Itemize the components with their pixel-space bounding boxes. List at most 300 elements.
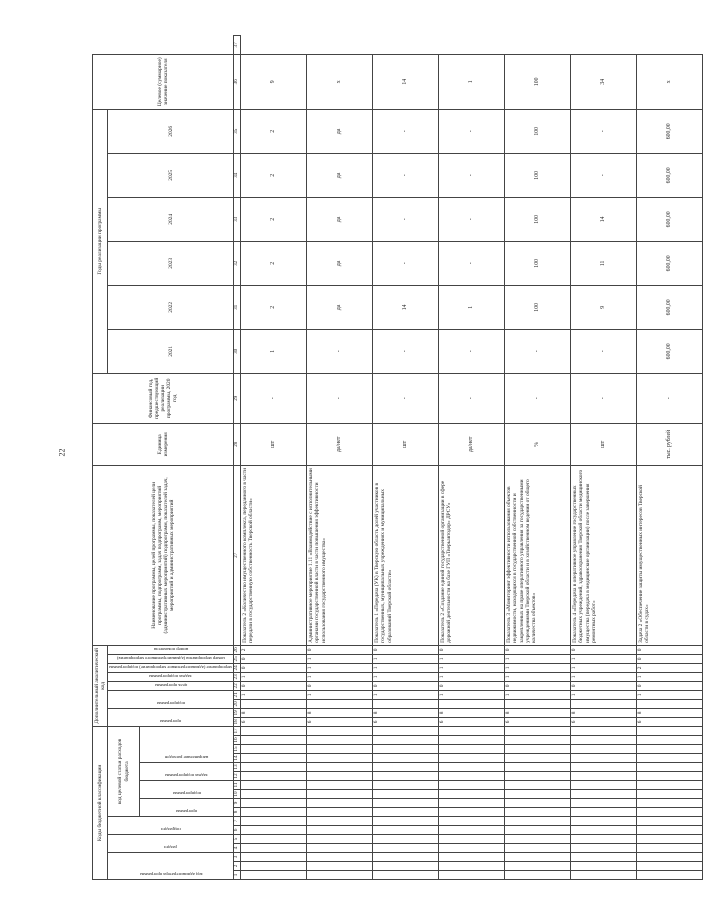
d-program-header-text: программа xyxy=(160,718,182,724)
year-value-2022: 9 xyxy=(571,285,637,329)
code-digit xyxy=(505,826,571,835)
column-number: 22 xyxy=(233,683,240,689)
code-digit: 1 xyxy=(637,672,703,681)
code-digit xyxy=(439,871,505,880)
target-value: х xyxy=(637,54,703,109)
column-number: 35 xyxy=(234,109,241,153)
code-digit xyxy=(571,799,637,808)
column-number: 37 xyxy=(234,36,241,55)
code-digit: 1 xyxy=(241,690,307,699)
column-number: 36 xyxy=(234,54,241,109)
name-column-header: Наименование программы, целей программы, показателей цели программы, подпрограмм, задач подпрограмм, мероприятий (административных мероприятий) подпрограмм, показателей задач, мероприятий и административных мероприятий xyxy=(93,465,234,645)
code-digit xyxy=(637,844,703,853)
code-digit xyxy=(373,726,439,735)
code-digit xyxy=(439,844,505,853)
code-digit xyxy=(637,790,703,799)
code-digit xyxy=(241,790,307,799)
indicator-unit: тыс. рублей xyxy=(637,423,703,465)
years-group-header: Годы реализации программы xyxy=(93,109,108,373)
column-number: 19 xyxy=(233,710,240,716)
column-number: 6 xyxy=(234,826,241,835)
year-header-2021: 2021 xyxy=(108,329,234,373)
code-digit: 0 xyxy=(439,645,505,654)
year-value-2025: 100 xyxy=(505,153,571,197)
code-digit: 0 xyxy=(241,654,307,663)
column-number: 33 xyxy=(234,197,241,241)
indicator-unit: да/нет xyxy=(439,423,505,465)
code-digit: 1 xyxy=(571,654,637,663)
code-digit xyxy=(439,772,505,781)
base-year-value: - xyxy=(373,373,439,423)
code-digit: 6 xyxy=(637,717,703,726)
year-value-2021: - xyxy=(505,329,571,373)
code-digit xyxy=(571,745,637,754)
code-digit xyxy=(241,772,307,781)
code-digit xyxy=(571,817,637,826)
year-value-2025: 600,00 xyxy=(637,153,703,197)
code-digit xyxy=(373,808,439,817)
code-digit: 1 xyxy=(439,672,505,681)
code-digit xyxy=(505,808,571,817)
column-number: 31 xyxy=(234,285,241,329)
code-digit xyxy=(307,763,373,772)
column-number: 34 xyxy=(234,153,241,197)
code-digit xyxy=(241,835,307,844)
year-value-2023: 100 xyxy=(505,241,571,285)
subprogram-header-text: подпрограмма xyxy=(172,791,201,796)
column-number: 15 xyxy=(233,746,240,752)
code-digit xyxy=(637,754,703,763)
code-digit xyxy=(637,817,703,826)
code-digit xyxy=(373,763,439,772)
code-digit xyxy=(439,754,505,763)
code-digit xyxy=(637,862,703,871)
column-number: 11 xyxy=(233,782,240,788)
code-digit xyxy=(637,763,703,772)
code-digit xyxy=(439,799,505,808)
year-value-2024: - xyxy=(373,197,439,241)
column-number: 8 xyxy=(234,808,241,817)
code-digit xyxy=(241,736,307,745)
indicator-name: Задача 2 «Обеспечение защиты имущественных интересов Тверской области в судах» xyxy=(637,465,703,645)
code-digit xyxy=(373,799,439,808)
year-value-2021: - xyxy=(373,329,439,373)
code-digit: 1 xyxy=(571,690,637,699)
code-digit: 6 xyxy=(505,717,571,726)
year-value-2024: 2 xyxy=(241,197,307,241)
year-value-2024: 600,00 xyxy=(637,197,703,241)
code-digit xyxy=(307,808,373,817)
code-digit xyxy=(439,853,505,862)
code-digit xyxy=(637,826,703,835)
code-digit xyxy=(505,763,571,772)
code-digit xyxy=(505,835,571,844)
d-activity-no-header xyxy=(108,654,234,663)
year-value-2026: - xyxy=(571,109,637,153)
code-digit: 1 xyxy=(241,672,307,681)
code-digit xyxy=(439,835,505,844)
code-digit: 8 xyxy=(439,708,505,717)
year-value-2021: - xyxy=(307,329,373,373)
program-header-text: программа xyxy=(176,809,198,814)
code-digit xyxy=(307,726,373,735)
admin-code-header xyxy=(108,853,234,880)
indicator-name: Показатель 2 «Количество имущественного комплекса, переданного в части передачи в государственную собственность Тверской области» xyxy=(241,465,307,645)
year-value-2024: да xyxy=(307,197,373,241)
code-digit: 0 xyxy=(571,681,637,690)
code-digit xyxy=(571,726,637,735)
year-value-2021: 600,00 xyxy=(637,329,703,373)
code-digit xyxy=(505,790,571,799)
code-digit: 1 xyxy=(439,663,505,672)
code-digit: 8 xyxy=(637,708,703,717)
year-value-2023: - xyxy=(439,241,505,285)
d-indicator-header-text: номер показателя xyxy=(153,646,188,652)
year-value-2022: 1 xyxy=(439,285,505,329)
indicator-unit: шт xyxy=(571,423,637,465)
year-value-2025: да xyxy=(307,153,373,197)
code-digit xyxy=(307,817,373,826)
column-number: 32 xyxy=(234,241,241,285)
admin-code-header-text: код администратора программы xyxy=(139,872,203,877)
d-activity-header-text: мероприятие (административное мероприятие) подпрограммы xyxy=(109,664,233,670)
code-digit xyxy=(307,871,373,880)
column-number: 10 xyxy=(233,791,240,797)
code-digit xyxy=(637,871,703,880)
code-digit: 0 xyxy=(637,681,703,690)
code-digit xyxy=(571,844,637,853)
code-digit xyxy=(571,699,637,708)
indicator-name: Показатель 4 «Передача в оперативное управление государственных бюджетных учреждений, здравоохранения Тверской области медицинского имущества (передача в медицинские организации) после завершения ремонтных работ» xyxy=(571,465,637,645)
table-row xyxy=(571,36,637,880)
year-value-2021: - xyxy=(571,329,637,373)
activity-direction-header xyxy=(139,726,233,762)
code-digit xyxy=(241,871,307,880)
code-digit: 1 xyxy=(307,690,373,699)
code-digit xyxy=(637,772,703,781)
column-number: 18 xyxy=(233,719,240,725)
year-value-2026: - xyxy=(439,109,505,153)
code-digit xyxy=(241,745,307,754)
column-number: 3 xyxy=(234,853,241,862)
code-digit xyxy=(505,772,571,781)
year-value-2025: 2 xyxy=(241,153,307,197)
base-year-value: - xyxy=(571,373,637,423)
code-digit: 0 xyxy=(571,645,637,654)
indicator-unit: шт xyxy=(241,423,307,465)
code-digit: 0 xyxy=(373,645,439,654)
column-number: 24 xyxy=(233,665,240,671)
code-digit: 1 xyxy=(505,672,571,681)
code-digit xyxy=(505,799,571,808)
indicator-unit: % xyxy=(505,423,571,465)
code-digit xyxy=(505,871,571,880)
column-number: 5 xyxy=(234,835,241,844)
column-number: 9 xyxy=(234,799,241,808)
year-value-2022: 2 xyxy=(241,285,307,329)
table-row xyxy=(637,36,703,880)
code-digit: 0 xyxy=(307,645,373,654)
column-number: 23 xyxy=(233,674,240,680)
code-digit xyxy=(637,699,703,708)
year-value-2023: да xyxy=(307,241,373,285)
code-digit xyxy=(439,781,505,790)
base-year-value: - xyxy=(637,373,703,423)
code-digit xyxy=(505,699,571,708)
column-numbers-row xyxy=(234,36,241,880)
code-digit xyxy=(241,763,307,772)
code-digit xyxy=(373,853,439,862)
year-value-2026: 600,00 xyxy=(637,109,703,153)
base-year-header: Финансовый год, предшествующий реализации программы, 2020 год xyxy=(93,373,234,423)
code-digit xyxy=(571,862,637,871)
code-digit xyxy=(307,853,373,862)
column-number: 29 xyxy=(234,373,241,423)
code-digit: 8 xyxy=(241,708,307,717)
year-value-2026: да xyxy=(307,109,373,153)
code-digit: 1 xyxy=(373,672,439,681)
code-digit: 0 xyxy=(241,681,307,690)
column-number: 14 xyxy=(233,755,240,761)
code-digit xyxy=(439,862,505,871)
target-value: 14 xyxy=(373,54,439,109)
column-number: 7 xyxy=(234,817,241,826)
code-digit xyxy=(241,799,307,808)
code-digit: 2 xyxy=(241,645,307,654)
year-value-2023: 11 xyxy=(571,241,637,285)
code-digit xyxy=(571,835,637,844)
d-subprogram-task-header-text: задача подпрограммы xyxy=(149,673,193,679)
target-header: Целевое (суммарное) значение показателя xyxy=(93,54,234,109)
d-activity-header xyxy=(108,663,234,672)
year-value-2022: да xyxy=(307,285,373,329)
year-value-2026: - xyxy=(373,109,439,153)
code-digit: 1 xyxy=(637,690,703,699)
year-value-2024: - xyxy=(439,197,505,241)
code-digit: 1 xyxy=(307,654,373,663)
code-digit xyxy=(637,736,703,745)
column-number: 4 xyxy=(234,844,241,853)
code-digit xyxy=(439,745,505,754)
code-digit xyxy=(373,772,439,781)
d-program-goal-header-text: цель программы xyxy=(154,682,187,688)
year-value-2022: 100 xyxy=(505,285,571,329)
year-value-2022: 14 xyxy=(373,285,439,329)
d-program-goal-header xyxy=(108,681,234,690)
target-article-header: код целевой статьи расходов бюджета xyxy=(108,726,139,816)
code-digit xyxy=(439,726,505,735)
code-digit xyxy=(307,790,373,799)
target-value: 100 xyxy=(505,54,571,109)
code-digit: 0 xyxy=(505,645,571,654)
column-number: 27 xyxy=(234,465,241,645)
target-value: 1 xyxy=(439,54,505,109)
table-row xyxy=(373,36,439,880)
d-subprogram-task-header xyxy=(108,672,234,681)
code-digit xyxy=(241,754,307,763)
d-indicator-header xyxy=(108,645,234,654)
target-value: х xyxy=(307,54,373,109)
code-digit xyxy=(505,817,571,826)
code-digit xyxy=(307,772,373,781)
code-digit xyxy=(307,699,373,708)
code-digit xyxy=(439,826,505,835)
code-digit: 1 xyxy=(373,690,439,699)
code-digit xyxy=(241,862,307,871)
column-number: 25 xyxy=(233,656,240,662)
d-subprogram-header xyxy=(108,690,234,708)
year-value-2025: - xyxy=(373,153,439,197)
code-digit xyxy=(439,699,505,708)
code-digit xyxy=(241,781,307,790)
indicator-name: Показатель 2 «Создание единой государственной организации в сфере дорожной деятельности на базе ГУП «Тверьавтодор» ДРСУ» xyxy=(439,465,505,645)
indicator-unit: да/нет xyxy=(307,423,373,465)
code-digit xyxy=(307,745,373,754)
code-digit xyxy=(373,699,439,708)
column-number: 12 xyxy=(233,773,240,779)
code-digit xyxy=(307,754,373,763)
code-digit xyxy=(637,781,703,790)
table-row xyxy=(439,36,505,880)
code-digit xyxy=(571,763,637,772)
code-digit xyxy=(241,699,307,708)
year-header-2023: 2023 xyxy=(108,241,234,285)
code-digit xyxy=(307,844,373,853)
code-digit xyxy=(505,853,571,862)
table-row xyxy=(307,36,373,880)
year-value-2023: - xyxy=(373,241,439,285)
year-value-2024: 100 xyxy=(505,197,571,241)
subsection-header-text: подраздел xyxy=(160,827,181,832)
code-digit xyxy=(505,726,571,735)
subsection-header xyxy=(108,817,234,835)
code-digit: 0 xyxy=(439,681,505,690)
code-digit: 2 xyxy=(637,663,703,672)
code-digit xyxy=(571,826,637,835)
indicator-name: Показатель 1 «Передача (УК) в Тверскую область долей участников в государственных, муниципальных учреждениях и муниципальных образований Тверской области» xyxy=(373,465,439,645)
year-header-2024: 2024 xyxy=(108,197,234,241)
code-digit: 1 xyxy=(505,690,571,699)
code-digit xyxy=(571,736,637,745)
code-digit: 8 xyxy=(571,708,637,717)
code-digit xyxy=(505,754,571,763)
code-digit xyxy=(505,844,571,853)
section-header-text: раздел xyxy=(164,845,178,850)
code-digit: 0 xyxy=(373,681,439,690)
code-digit: 6 xyxy=(373,717,439,726)
year-value-2026: 2 xyxy=(241,109,307,153)
table-row xyxy=(241,36,307,880)
year-value-2024: 14 xyxy=(571,197,637,241)
d-program-header xyxy=(108,708,234,726)
base-year-value: - xyxy=(241,373,307,423)
indicator-name: Административное мероприятие 1.11 «Взаимодействие с исполнительными органами государственной власти в части повышения эффективности использования государственного имущества» xyxy=(307,465,373,645)
year-header-2022: 2022 xyxy=(108,285,234,329)
code-digit xyxy=(373,835,439,844)
code-digit xyxy=(637,853,703,862)
program-header xyxy=(139,799,233,817)
code-digit: 0 xyxy=(505,681,571,690)
code-digit xyxy=(571,871,637,880)
code-digit: 8 xyxy=(307,708,373,717)
code-digit xyxy=(439,763,505,772)
activity-direction-header-text: направление расходов xyxy=(164,755,209,760)
d-activity-no-header-text: номер мероприятия (административного мероприятия) xyxy=(116,655,225,661)
code-digit: 1 xyxy=(571,672,637,681)
code-digit xyxy=(439,790,505,799)
column-number: 20 xyxy=(233,701,240,707)
year-value-2023: 2 xyxy=(241,241,307,285)
code-digit: 1 xyxy=(439,654,505,663)
code-digit xyxy=(373,754,439,763)
code-digit: 1 xyxy=(307,672,373,681)
code-digit xyxy=(307,862,373,871)
code-digit xyxy=(241,726,307,735)
section-header xyxy=(108,835,234,853)
code-digit: 8 xyxy=(373,708,439,717)
code-digit xyxy=(373,790,439,799)
rotated-table-wrapper xyxy=(92,35,673,880)
code-digit xyxy=(307,736,373,745)
unit-column-header: Единица измерения xyxy=(93,423,234,465)
code-digit xyxy=(439,808,505,817)
code-digit: 0 xyxy=(637,645,703,654)
target-value: 34 xyxy=(571,54,637,109)
table-row xyxy=(505,36,571,880)
code-digit xyxy=(241,808,307,817)
code-digit: 1 xyxy=(439,690,505,699)
subprogram-header xyxy=(139,781,233,799)
code-digit xyxy=(505,745,571,754)
code-digit xyxy=(241,826,307,835)
column-number: 17 xyxy=(233,728,240,734)
code-digit: 6 xyxy=(307,717,373,726)
column-number: 26 xyxy=(233,647,240,653)
header-row-1 xyxy=(93,36,108,880)
year-header-2026: 2026 xyxy=(108,109,234,153)
year-value-2022: 600,00 xyxy=(637,285,703,329)
column-number: 21 xyxy=(233,692,240,698)
indicator-name: Показатель 3 «Мониторинг эффективности использования объектов недвижимости, находящихся в государственной собственности и закрепленных на праве оперативного управления за государственными учреждениями Тверской области и в хозяйственном ведении от общего количества объектов» xyxy=(505,465,571,645)
extra-codes-header: Дополнительный аналитический код xyxy=(93,645,108,726)
code-digit xyxy=(637,835,703,844)
indicator-unit: шт xyxy=(373,423,439,465)
code-digit: 1 xyxy=(373,663,439,672)
task-subprogram-header-text: задача подпрограммы xyxy=(165,773,208,778)
code-digit xyxy=(637,745,703,754)
year-header-2025: 2025 xyxy=(108,153,234,197)
code-digit xyxy=(637,799,703,808)
code-digit xyxy=(505,862,571,871)
code-digit xyxy=(373,745,439,754)
code-digit xyxy=(505,736,571,745)
year-value-2026: 100 xyxy=(505,109,571,153)
code-digit xyxy=(571,781,637,790)
code-digit xyxy=(637,808,703,817)
column-number: 1 xyxy=(234,871,241,880)
base-year-value: - xyxy=(307,373,373,423)
code-digit: 1 xyxy=(307,663,373,672)
code-digit xyxy=(571,772,637,781)
code-digit xyxy=(571,808,637,817)
code-digit: 0 xyxy=(241,663,307,672)
code-digit xyxy=(571,754,637,763)
year-value-2023: 600,00 xyxy=(637,241,703,285)
base-year-value: - xyxy=(505,373,571,423)
code-digit: 6 xyxy=(241,717,307,726)
code-digit xyxy=(307,799,373,808)
d-subprogram-header-text: подпрограмма xyxy=(156,700,185,706)
